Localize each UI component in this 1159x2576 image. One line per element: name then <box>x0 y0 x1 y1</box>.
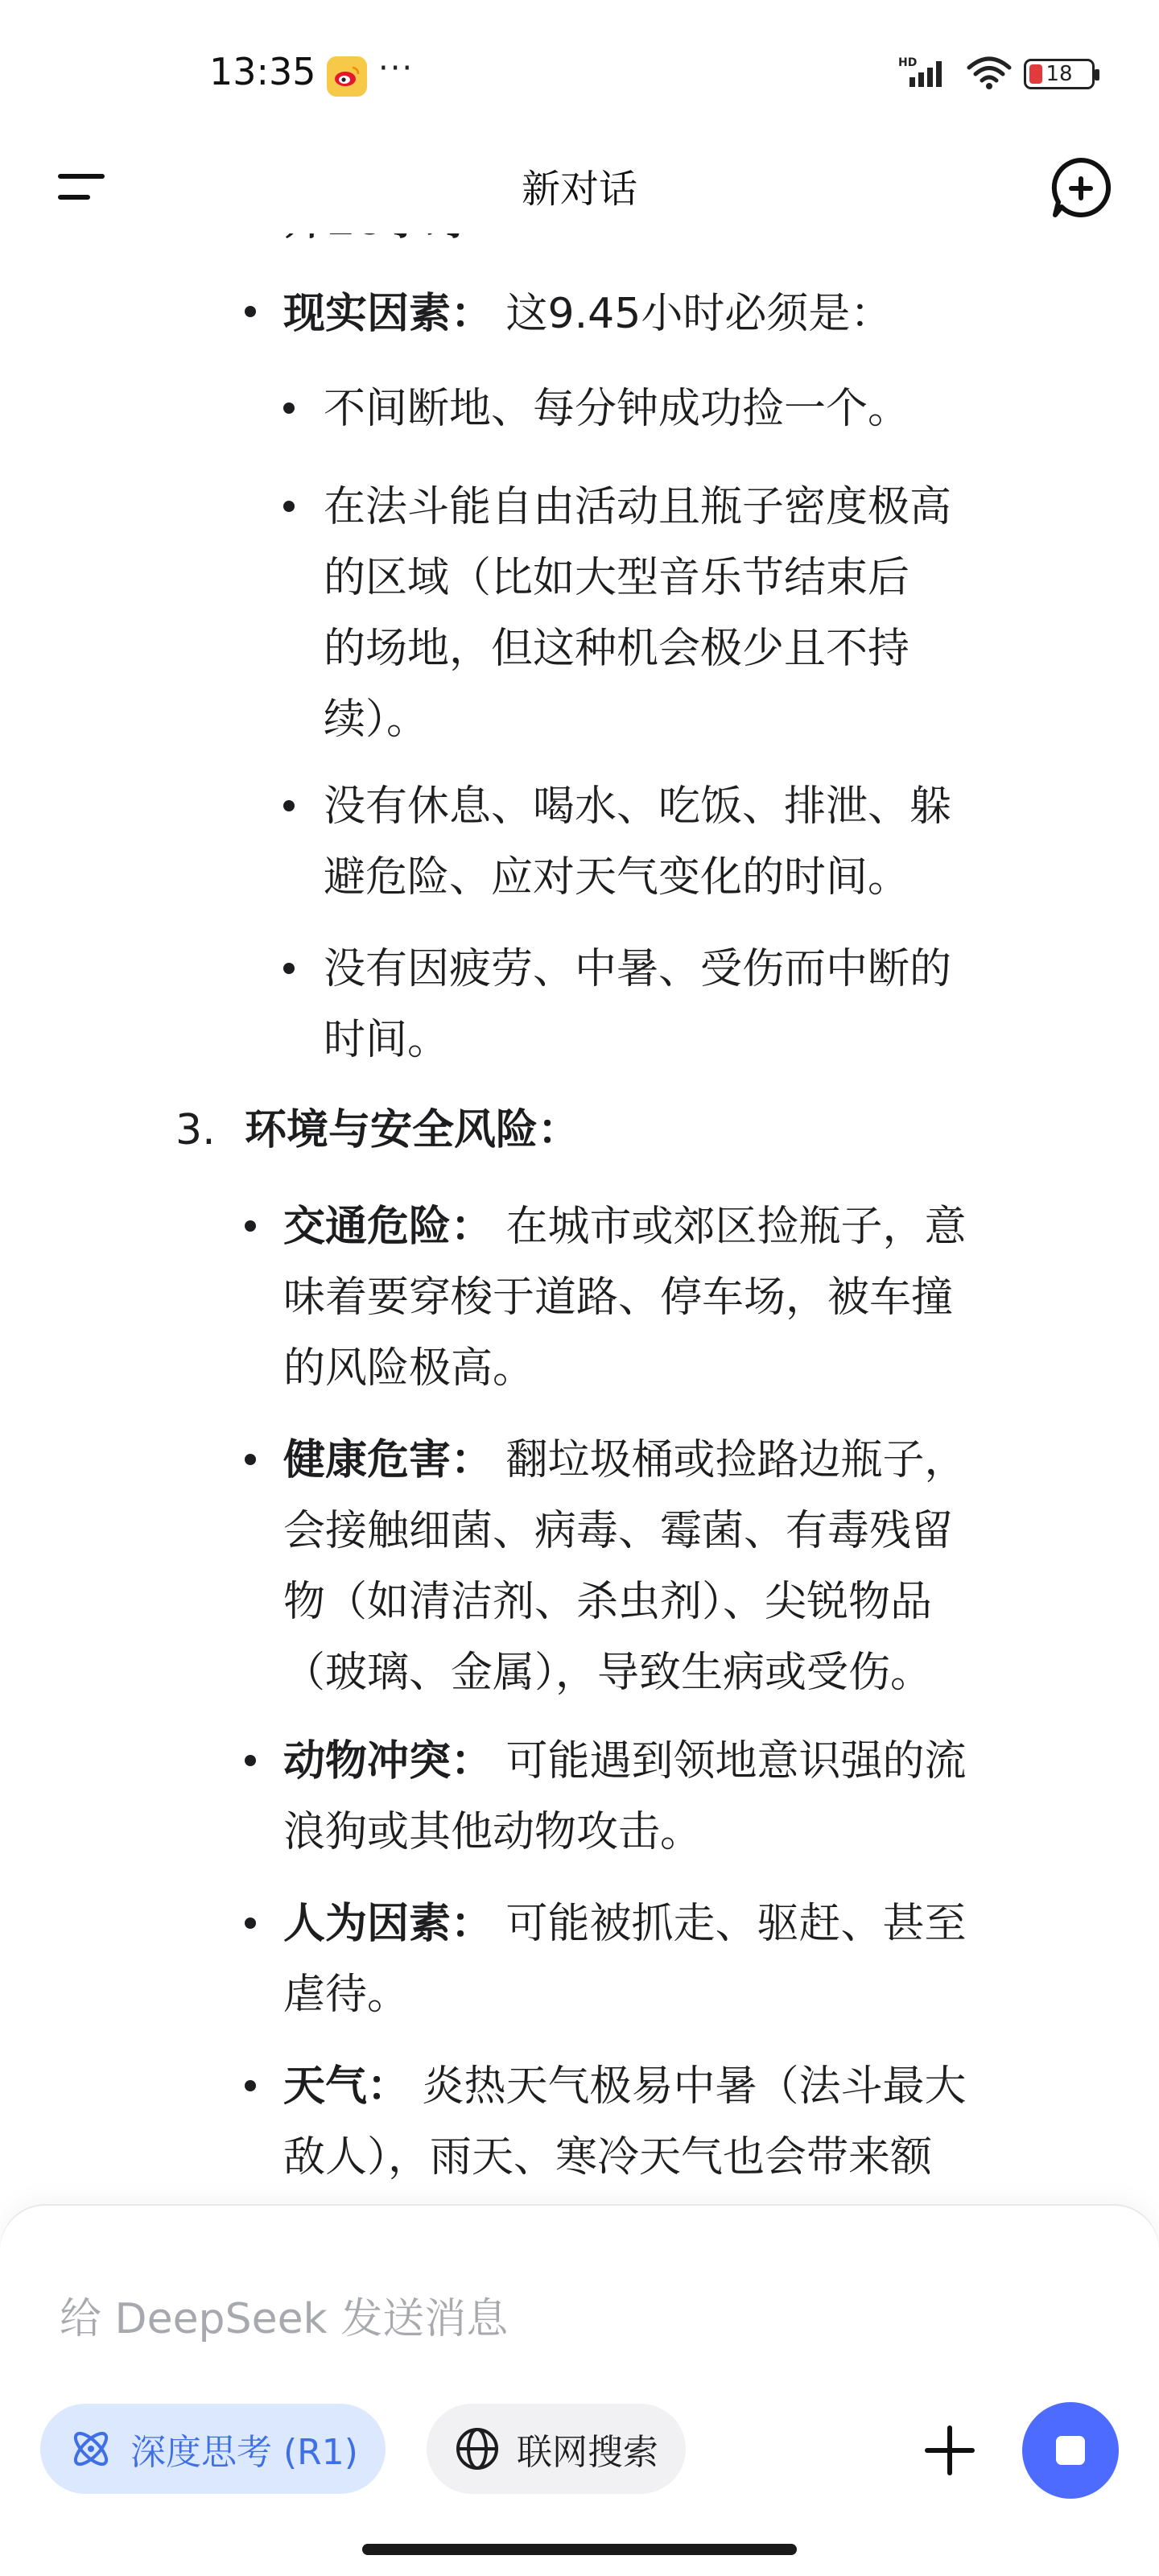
plus-icon <box>922 2422 978 2479</box>
bullet <box>245 1918 256 1929</box>
page-title: 新对话 <box>521 167 637 212</box>
list-item-line: 健康危害： 翻垃圾桶或捡路边瓶子， <box>283 1436 967 1484</box>
home-indicator[interactable] <box>362 2544 797 2555</box>
section-heading: 环境与安全风险： <box>245 1106 580 1154</box>
atom-icon <box>68 2425 114 2472</box>
chat-response <box>0 201 1159 2222</box>
list-item-line: 会接触细菌、病毒、霉菌、有毒残留 <box>283 1507 954 1555</box>
bullet <box>245 1220 256 1232</box>
bullet <box>283 963 295 974</box>
bullet <box>245 306 256 317</box>
list-item: 不间断地、每分钟成功捡一个。 <box>324 385 910 433</box>
top-bar <box>0 137 1159 233</box>
stop-generation-button[interactable] <box>1022 2402 1119 2499</box>
weibo-icon <box>327 56 367 97</box>
bullet <box>245 1755 256 1766</box>
list-item-line: 没有因疲劳、中暑、受伤而中断的 <box>324 945 952 993</box>
list-item-line: 敌人），雨天、寒冷天气也会带来额 <box>283 2133 933 2182</box>
list-item-line: 没有休息、喝水、吃饭、排泄、躲 <box>324 782 952 831</box>
list-item-line: 续）。 <box>324 696 429 744</box>
list-item-line: 避危险、应对天气变化的时间。 <box>324 853 910 902</box>
stop-icon <box>1056 2436 1085 2465</box>
attach-button[interactable] <box>916 2417 984 2484</box>
list-item-line: 动物冲突： 可能遇到领地意识强的流 <box>283 1737 967 1785</box>
globe-icon <box>454 2425 501 2472</box>
list-item-line: 浪狗或其他动物攻击。 <box>283 1808 703 1856</box>
list-item-line: 的场地，但这种机会极少且不持 <box>324 625 910 673</box>
list-number: 3. <box>175 1106 216 1154</box>
network-type-label: HD <box>898 56 918 69</box>
list-item-line: 人为因素： 可能被抓走、驱赶、甚至 <box>283 1900 967 1948</box>
bullet <box>283 402 295 414</box>
new-chat-button[interactable] <box>1045 151 1117 224</box>
list-item-line: 虐待。 <box>283 1971 410 2019</box>
list-item-line: 天气： 炎热天气极易中暑（法斗最大 <box>283 2062 967 2111</box>
message-composer <box>0 2206 1159 2576</box>
list-item-line: 交通危险： 在城市或郊区捡瓶子，意 <box>283 1203 967 1251</box>
bullet <box>245 2080 256 2091</box>
list-item-line: （玻璃、金属），导致生病或受伤。 <box>283 1649 933 1697</box>
wifi-icon <box>966 55 1013 93</box>
signal-icon <box>898 55 955 93</box>
battery-level: 18 <box>1046 62 1073 86</box>
list-item-line: 的风险极高。 <box>283 1344 535 1393</box>
status-right-group <box>898 55 1095 93</box>
deep-think-toggle[interactable] <box>40 2404 386 2494</box>
list-item: 现实因素： 这9.45小时必须是： <box>283 290 893 338</box>
bullet <box>283 800 295 811</box>
message-input[interactable] <box>60 2283 864 2355</box>
status-time: 13:35 <box>209 50 316 93</box>
list-item-line: 在法斗能自由活动且瓶子密度极高 <box>324 483 952 531</box>
list-item-line: 味着要穿梭于道路、停车场，被车撞 <box>283 1274 954 1322</box>
battery-icon <box>1024 59 1095 89</box>
web-search-label: 联网搜索 <box>517 2432 658 2473</box>
status-more-dots: ··· <box>378 50 415 87</box>
list-item-line: 的区域（比如大型音乐节结束后 <box>324 554 910 602</box>
web-search-toggle[interactable] <box>427 2404 686 2494</box>
list-item-line: 物（如清洁剂、杀虫剂）、尖锐物品 <box>283 1578 933 1626</box>
status-bar <box>0 0 1159 145</box>
deep-think-label: 深度思考 (R1) <box>130 2432 358 2473</box>
list-item-line: 时间。 <box>324 1016 450 1064</box>
bullet <box>245 1454 256 1465</box>
new-chat-icon <box>1049 155 1113 220</box>
bullet <box>283 501 295 512</box>
